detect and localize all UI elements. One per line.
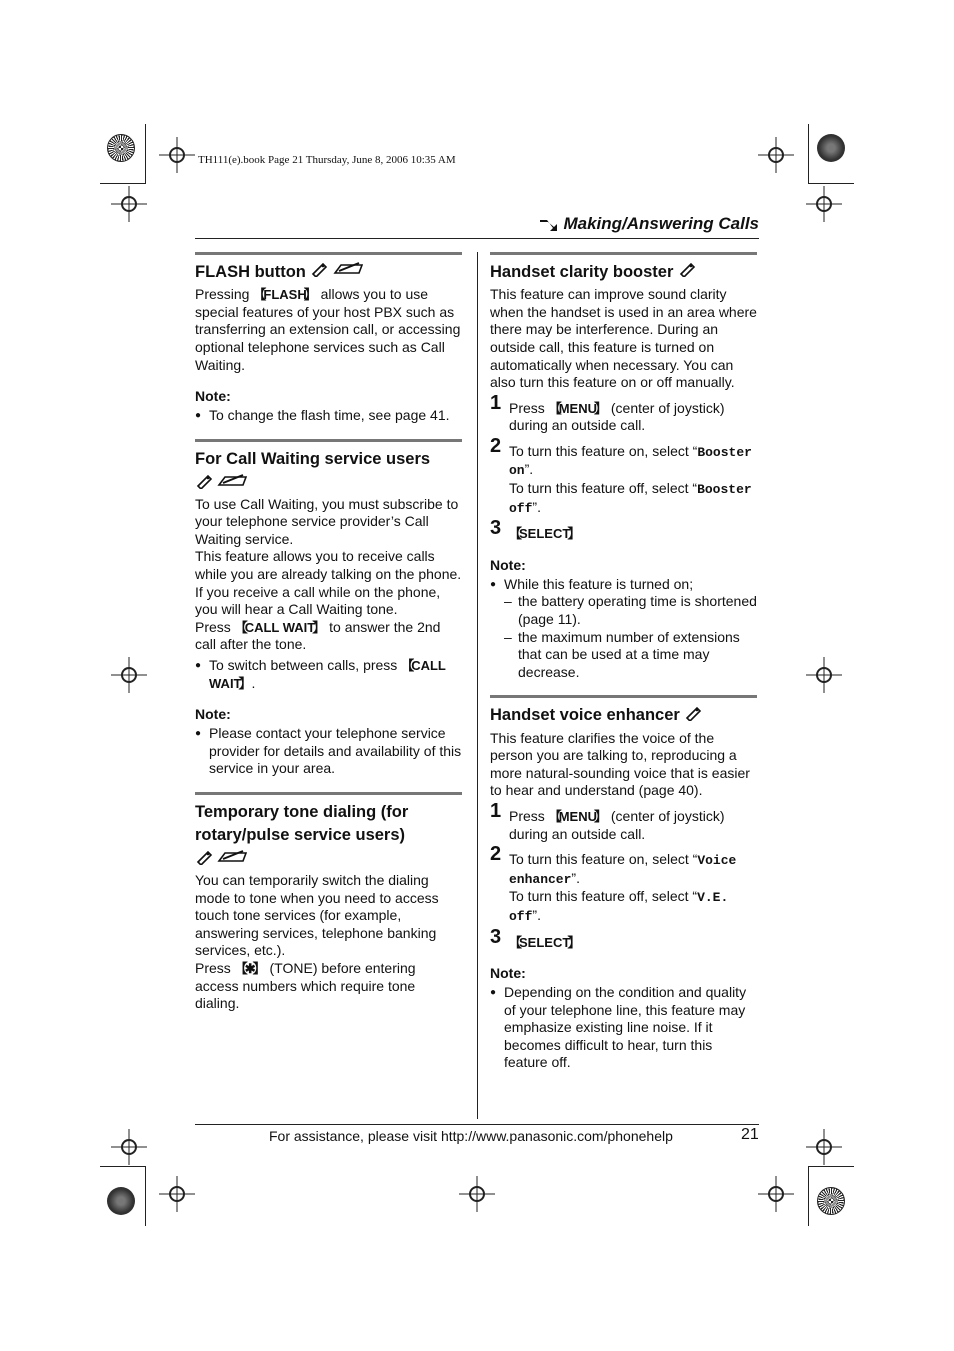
note-item: ● To change the flash time, see page 41. bbox=[195, 407, 462, 425]
key-label: 【 CALL WAIT 】 bbox=[209, 658, 446, 691]
paragraph: Press 【 CALL WAIT 】 to answer the 2nd call after the tone. bbox=[195, 619, 462, 654]
registration-disc bbox=[107, 1187, 135, 1215]
section-rule bbox=[490, 252, 757, 255]
crop-mark bbox=[808, 1166, 809, 1226]
registration-target-icon bbox=[806, 1129, 842, 1165]
section-rule bbox=[195, 252, 462, 255]
note-label: Note: bbox=[490, 965, 526, 982]
registration-disc bbox=[107, 134, 135, 162]
paragraph: Pressing 【 FLASH 】 allows you to use special features of your host PBX such as transferring an extension call, or accessing optional telephone services such as Call Waiting. bbox=[195, 286, 462, 374]
section-title: Handset voice enhancer bbox=[490, 704, 757, 727]
right-column bbox=[490, 252, 757, 1072]
section-rule bbox=[490, 695, 757, 698]
registration-target-icon bbox=[758, 1176, 794, 1212]
paragraph: This feature clarifies the voice of the person you are talking to, reproducing a more natural-sounding voice that is easier to hear and understand (page 40). bbox=[490, 729, 750, 799]
key-label: 【 MENU 】 bbox=[549, 401, 607, 416]
crop-mark bbox=[100, 183, 146, 184]
registration-disc bbox=[817, 134, 845, 162]
section-clarity-booster bbox=[490, 252, 757, 681]
display-text: Booster off bbox=[509, 482, 752, 516]
section-voice-enhancer bbox=[490, 695, 757, 1072]
registration-target-icon bbox=[111, 1129, 147, 1165]
crop-mark bbox=[145, 1166, 146, 1226]
section-title: FLASH button bbox=[195, 261, 462, 284]
footer-rule bbox=[195, 1124, 759, 1125]
base-unit-icon bbox=[333, 261, 363, 284]
note-label: Note: bbox=[195, 388, 231, 405]
header-rule bbox=[195, 238, 759, 239]
display-text: V.E. off bbox=[509, 890, 729, 924]
section-flash-button bbox=[195, 252, 462, 425]
base-unit-icon bbox=[217, 473, 247, 494]
step-3: 3 【 SELECT 】 bbox=[490, 525, 757, 543]
note-label: Note: bbox=[195, 706, 231, 723]
note-item: ● Depending on the condition and quality of your telephone line, this feature may emphasize existing line noise. If it becomes difficult to hear, turn this feature off. bbox=[490, 984, 757, 1072]
note-subitem: – the battery operating time is shortened (page 11). bbox=[490, 593, 757, 628]
column-divider bbox=[477, 252, 478, 1119]
note-item: ● Please contact your telephone service provider for details and availability of this service in your area. bbox=[195, 725, 462, 778]
key-label: 【 SELECT 】 bbox=[509, 935, 580, 950]
header-title: Making/Answering Calls bbox=[563, 214, 759, 233]
page-header bbox=[539, 214, 759, 234]
base-unit-icon bbox=[217, 849, 247, 870]
arrow-icon bbox=[539, 218, 559, 232]
note-item: ● While this feature is turned on; bbox=[490, 576, 757, 594]
paragraph: To use Call Waiting, you must subscribe to your telephone service provider’s Call Waiting service. bbox=[195, 495, 459, 547]
step-2: 2 To turn this feature on, select “Voice enhancer”. To turn this feature off, select “V.E. off”. bbox=[490, 843, 737, 924]
registration-disc bbox=[817, 1187, 845, 1215]
paragraph: This feature can improve sound clarity when the handset is used in an area where there may be interference. During an outside call, this feature is turned on automatically when necessary. You can also turn this feature on or off manually. bbox=[490, 286, 757, 391]
registration-target-icon bbox=[806, 186, 842, 222]
registration-target-icon bbox=[111, 657, 147, 693]
crop-mark bbox=[808, 183, 854, 184]
crop-mark bbox=[808, 1166, 854, 1167]
registration-target-icon bbox=[159, 137, 195, 173]
step-1: 1 Press 【 MENU 】 (center of joystick) during an outside call. bbox=[490, 808, 757, 843]
display-text: Voice enhancer bbox=[509, 853, 737, 887]
handset-icon bbox=[678, 261, 696, 284]
section-title: Handset clarity booster bbox=[490, 261, 757, 284]
book-info: TH111(e).book Page 21 Thursday, June 8, 2006 10:35 AM bbox=[198, 154, 456, 166]
key-label: 【 CALL WAIT 】 bbox=[235, 620, 326, 635]
key-label: 【 SELECT 】 bbox=[509, 526, 580, 541]
icon-row bbox=[195, 473, 462, 494]
key-label: 【 MENU 】 bbox=[549, 809, 607, 824]
crop-mark bbox=[145, 124, 146, 184]
bullet-item: ● To switch between calls, press 【 CALL WAIT 】 . bbox=[195, 657, 462, 692]
crop-mark bbox=[100, 1166, 146, 1167]
section-call-waiting bbox=[195, 439, 462, 778]
section-title: Temporary tone dialing (for rotary/pulse service users) bbox=[195, 803, 409, 845]
registration-target-icon bbox=[159, 1176, 195, 1212]
footer-help-text: For assistance, please visit http://www.panasonic.com/phonehelp bbox=[269, 1128, 673, 1144]
registration-target-icon bbox=[758, 137, 794, 173]
step-1: 1 Press 【 MENU 】 (center of joystick) during an outside call. bbox=[490, 400, 757, 435]
paragraph: You can temporarily switch the dialing mode to tone when you need to access touch tone services (for example, answering services, telephone banking services, etc.). bbox=[195, 872, 439, 959]
icon-row bbox=[195, 849, 462, 870]
paragraph: This feature allows you to receive calls while you are already talking on the phone. If you receive a call while on the phone, you will hear a Call Waiting tone. bbox=[195, 548, 462, 618]
step-2: 2 To turn this feature on, select “Booster on”. To turn this feature off, select “Booster off”. bbox=[490, 434, 752, 516]
registration-target-icon bbox=[806, 657, 842, 693]
handset-icon bbox=[684, 705, 702, 728]
step-3: 3 【 SELECT 】 bbox=[490, 934, 757, 952]
crop-mark bbox=[808, 124, 809, 184]
paragraph: Press 【 ✱ 】 (TONE) before entering access numbers which require tone dialing. bbox=[195, 960, 462, 1013]
section-rule bbox=[195, 439, 462, 442]
key-label: 【 FLASH 】 bbox=[253, 287, 316, 302]
registration-target-icon bbox=[459, 1176, 495, 1212]
section-title: For Call Waiting service users bbox=[195, 449, 431, 468]
section-tone-dialing bbox=[195, 792, 462, 1013]
note-subitem: – the maximum number of extensions that can be used at a time may decrease. bbox=[490, 629, 757, 682]
registration-target-icon bbox=[111, 186, 147, 222]
handset-icon bbox=[195, 849, 213, 870]
note-label: Note: bbox=[490, 556, 526, 573]
left-column bbox=[195, 252, 462, 1013]
handset-icon bbox=[310, 261, 328, 284]
page-number: 21 bbox=[741, 1126, 759, 1143]
key-label: 【 ✱ 】 bbox=[235, 961, 266, 976]
section-rule bbox=[195, 792, 462, 795]
handset-icon bbox=[195, 473, 213, 494]
display-text: Booster on bbox=[509, 444, 752, 479]
